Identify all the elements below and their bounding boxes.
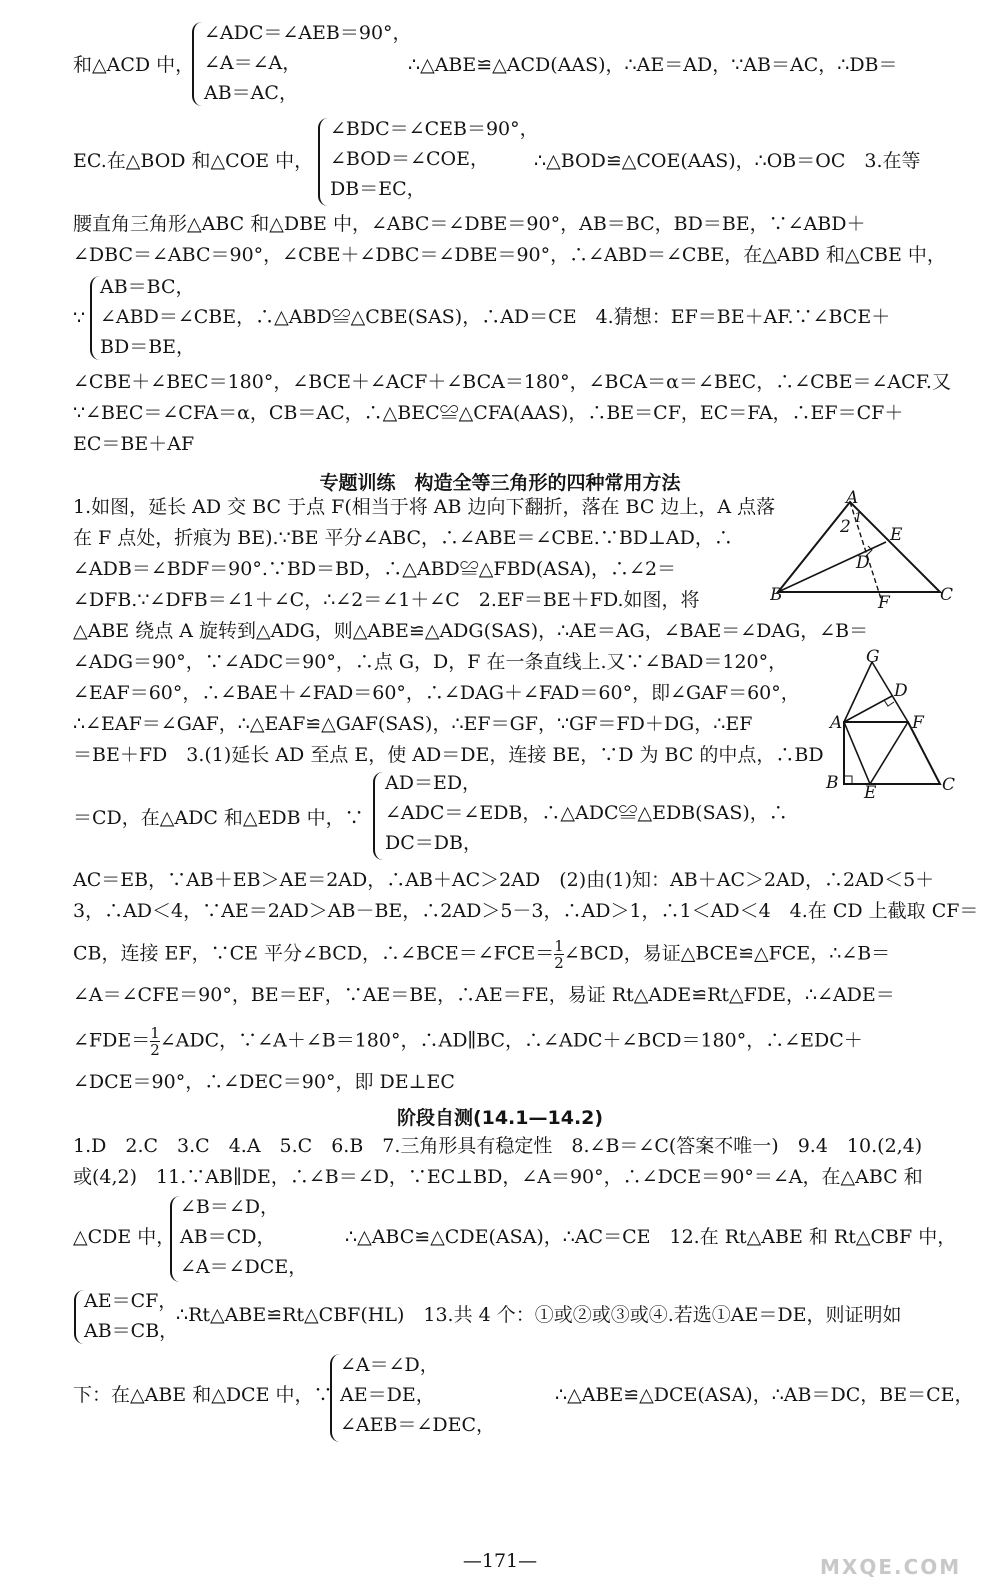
system-line: AB＝AC， xyxy=(204,82,298,104)
system-brace xyxy=(192,22,204,106)
fraction-denominator: 2 xyxy=(150,1041,160,1059)
equation-system xyxy=(330,114,539,204)
fig2-label-g: G xyxy=(866,648,880,667)
frac-line-post: ∠BCD，易证△BCE≌△FCE，∴∠B＝ xyxy=(563,942,891,965)
text-line: ∠A＝∠CFE＝90°，BE＝EF，∵AE＝BE，∴AE＝FE，易证 Rt△ADE≌Rt△FDE，∴∠ADE＝ xyxy=(73,984,895,1006)
block2-post: ∴△BOD≌△COE(AAS)，∴OB＝OC 3.在等 xyxy=(534,150,921,172)
fig2-label-b: B xyxy=(826,773,839,793)
block5-pre: △CDE 中， xyxy=(73,1226,176,1248)
system-brace xyxy=(318,118,330,206)
block1-post: ∴△ABE≌△ACD(AAS)，∴AE＝AD，∵AB＝AC，∴DB＝ xyxy=(408,54,898,76)
text-line: ＝BE＋FD 3.(1)延长 AD 至点 E，使 AD＝DE，连接 BE，∵D 为 BC 的中点，∴BD xyxy=(73,744,824,766)
system-line: DC＝DB， xyxy=(385,832,482,854)
text-line: △ABE 绕点 A 旋转到△ADG，则△ABE≌△ADG(SAS)，∴AE＝AG，∠BAE＝∠DAG，∠B＝ xyxy=(73,620,869,642)
text-line: 3，∴AD＜4，∵AE＝2AD＞AB－BE，∴2AD＞5－3，∴AD＞1，∴1＜AD＜4 4.在 CD 上截取 CF＝ xyxy=(73,900,979,922)
text-line: 腰直角三角形△ABC 和△DBE 中，∠ABC＝∠DBE＝90°，AB＝BC，BD＝BE，∵∠ABD＋ xyxy=(73,213,866,235)
system-line: ∠ADC＝∠AEB＝90°， xyxy=(204,22,412,44)
equation-system xyxy=(340,1350,495,1440)
fig1-label-a: A xyxy=(846,490,859,508)
text-line-fraction xyxy=(73,938,953,971)
text-line: ∠DBC＝∠ABC＝90°，∠CBE＋∠DBC＝∠DBE＝90°，∴∠ABD＝∠CBE，在△ABD 和△CBE 中， xyxy=(73,244,946,266)
block6-post: ∴Rt△ABE≌Rt△CBF(HL) 13.共 4 个：①或②或③或④.若选①AE＝DE，则证明如 xyxy=(176,1304,902,1326)
fig2-label-e: E xyxy=(864,783,877,798)
text-line: AC＝EB，∵AB＋EB＞AE＝2AD，∴AB＋AC＞2AD (2)由(1)知：AB＋AC＞2AD，∴2AD＜5＋ xyxy=(73,869,935,891)
equation-system xyxy=(385,768,788,858)
system-line: AE＝DE， xyxy=(340,1384,435,1406)
system-line: ∠ADC＝∠EDB，∴△ADC≌△EDB(SAS)，∴ xyxy=(385,802,788,824)
block7-post: ∴△ABE≌△DCE(ASA)，∴AB＝DC，BE＝CE， xyxy=(555,1384,974,1406)
text-line: ∠ADG＝90°，∵∠ADC＝90°，∴点 G，D，F 在一条直线上.又∵∠BAD＝120°， xyxy=(73,651,788,673)
fig2-label-d: D xyxy=(894,681,908,701)
system-brace xyxy=(373,772,385,860)
text-line: ∠DCE＝90°，∴∠DEC＝90°，即 DE⊥EC xyxy=(73,1071,455,1093)
fig1-label-f: F xyxy=(878,593,890,610)
fraction xyxy=(150,1025,160,1058)
block4-pre: ＝CD，在△ADC 和△EDB 中，∵ xyxy=(73,807,364,829)
text-line: 或(4,2) 11.∵AB∥DE，∴∠B＝∠D，∵EC⊥BD，∠A＝90°，∴∠DCE＝90°＝∠A，在△ABC 和 xyxy=(73,1166,923,1188)
fraction xyxy=(554,938,564,971)
fig1-label-e: E xyxy=(890,525,903,545)
system-line: AB＝CD， xyxy=(180,1226,276,1248)
system-line: ∠ABD＝∠CBE，∴△ABD≌△CBE(SAS)，∴AD＝CE 4.猜想：EF＝BE＋AF.∵∠BCE＋ xyxy=(100,306,891,328)
section-heading: 专题训练 构造全等三角形的四种常用方法 xyxy=(319,472,681,494)
triangle-figure-1 xyxy=(770,490,960,610)
section-heading: 阶段自测(14.1—14.2) xyxy=(396,1107,604,1129)
fig1-label-2: 2 xyxy=(840,517,851,537)
frac-line-pre: CB，连接 EF，∵CE 平分∠BCD，∴∠BCE＝∠FCE＝ xyxy=(73,942,555,965)
system-line: ∠A＝∠DCE， xyxy=(180,1256,308,1278)
text-line: ∠CBE＋∠BEC＝180°，∠BCE＋∠ACF＋∠BCA＝180°，∠BCA＝α＝∠BEC，∴∠CBE＝∠ACF.又 xyxy=(73,371,951,393)
fig2-label-f: F xyxy=(912,713,924,733)
block2-pre: EC.在△BOD 和△COE 中， xyxy=(73,150,314,172)
system-line: ∠A＝∠A， xyxy=(204,52,302,74)
equation-system xyxy=(84,1286,178,1346)
system-line: ∠B＝∠D， xyxy=(180,1196,280,1218)
fig2-label-a: A xyxy=(830,713,843,733)
block1-pre: 和△ACD 中， xyxy=(73,54,195,76)
text-line: 在 F 点处，折痕为 BE).∵BE 平分∠ABC，∴∠ABE＝∠CBE.∵BD⊥AD，∴ xyxy=(73,527,733,549)
fig2-label-c: C xyxy=(942,775,956,795)
system-line: AB＝CB， xyxy=(84,1320,179,1342)
quadrilateral-figure-2 xyxy=(820,648,960,798)
text-line: ∠ADB＝∠BDF＝90°.∵BD＝BD，∴△ABD≌△FBD(ASA)，∴∠2＝ xyxy=(73,558,677,580)
fraction-numerator: 1 xyxy=(150,1024,160,1042)
text-line: EC＝BE＋AF xyxy=(73,433,195,455)
system-line: AE＝CF， xyxy=(84,1290,178,1312)
fig1-label-1: 1 xyxy=(854,511,863,526)
text-line: 1.D 2.C 3.C 4.A 5.C 6.B 7.三角形具有稳定性 8.∠B＝∠C(答案不唯一) 9.4 10.(2,4) xyxy=(73,1135,923,1157)
text-line-fraction xyxy=(73,1025,953,1058)
watermark: MXQE.COM xyxy=(820,1555,962,1579)
system-line: BD＝BE， xyxy=(100,336,196,358)
system-line: ∠A＝∠D， xyxy=(340,1354,439,1376)
equation-system xyxy=(100,272,890,362)
block3-pre: ∵ xyxy=(73,307,86,329)
equation-system xyxy=(180,1192,307,1282)
frac-line-pre: ∠FDE＝ xyxy=(73,1029,151,1052)
fig1-label-b: B xyxy=(770,585,783,605)
system-line: ∠BOD＝∠COE， xyxy=(330,148,489,170)
frac-line-post: ∠ADC，∵∠A＋∠B＝180°，∴AD∥BC，∴∠ADC＋∠BCD＝180°，∴∠EDC＋ xyxy=(159,1029,863,1052)
equation-system xyxy=(204,18,412,108)
page-number: —171— xyxy=(462,1550,538,1572)
text-line: 1.如图，延长 AD 交 BC 于点 F(相当于将 AB 边向下翻折，落在 BC 边上，A 点落 xyxy=(73,496,776,518)
system-line: ∠AEB＝∠DEC， xyxy=(340,1414,496,1436)
text-line: ∠EAF＝60°，∴∠BAE＋∠FAD＝60°，∴∠DAG＋∠FAD＝60°，即∠GAF＝60°， xyxy=(73,682,800,704)
text-line: ∴∠EAF＝∠GAF，∴△EAF≌△GAF(SAS)，∴EF＝GF，∵GF＝FD＋DG，∴EF xyxy=(73,713,753,735)
fig1-label-d: D xyxy=(856,553,870,573)
block7-pre: 下：在△ABE 和△DCE 中，∵ xyxy=(73,1384,333,1406)
fig1-label-c: C xyxy=(940,585,954,605)
block5-post: ∴△ABC≌△CDE(ASA)，∴AC＝CE 12.在 Rt△ABE 和 Rt△CBF 中， xyxy=(345,1226,957,1248)
fraction-numerator: 1 xyxy=(554,937,564,955)
system-line: ∠BDC＝∠CEB＝90°， xyxy=(330,118,539,140)
system-line: AB＝BC， xyxy=(100,276,195,298)
system-line: DB＝EC， xyxy=(330,178,426,200)
text-line: ∵∠BEC＝∠CFA＝α，CB＝AC，∴△BEC≌△CFA(AAS)，∴BE＝CF，EC＝FA，∴EF＝CF＋ xyxy=(73,402,904,424)
fraction-denominator: 2 xyxy=(554,954,564,972)
text-line: ∠DFB.∵∠DFB＝∠1＋∠C，∴∠2＝∠1＋∠C 2.EF＝BE＋FD.如图，将 xyxy=(73,589,700,611)
system-line: AD＝ED， xyxy=(385,772,482,794)
